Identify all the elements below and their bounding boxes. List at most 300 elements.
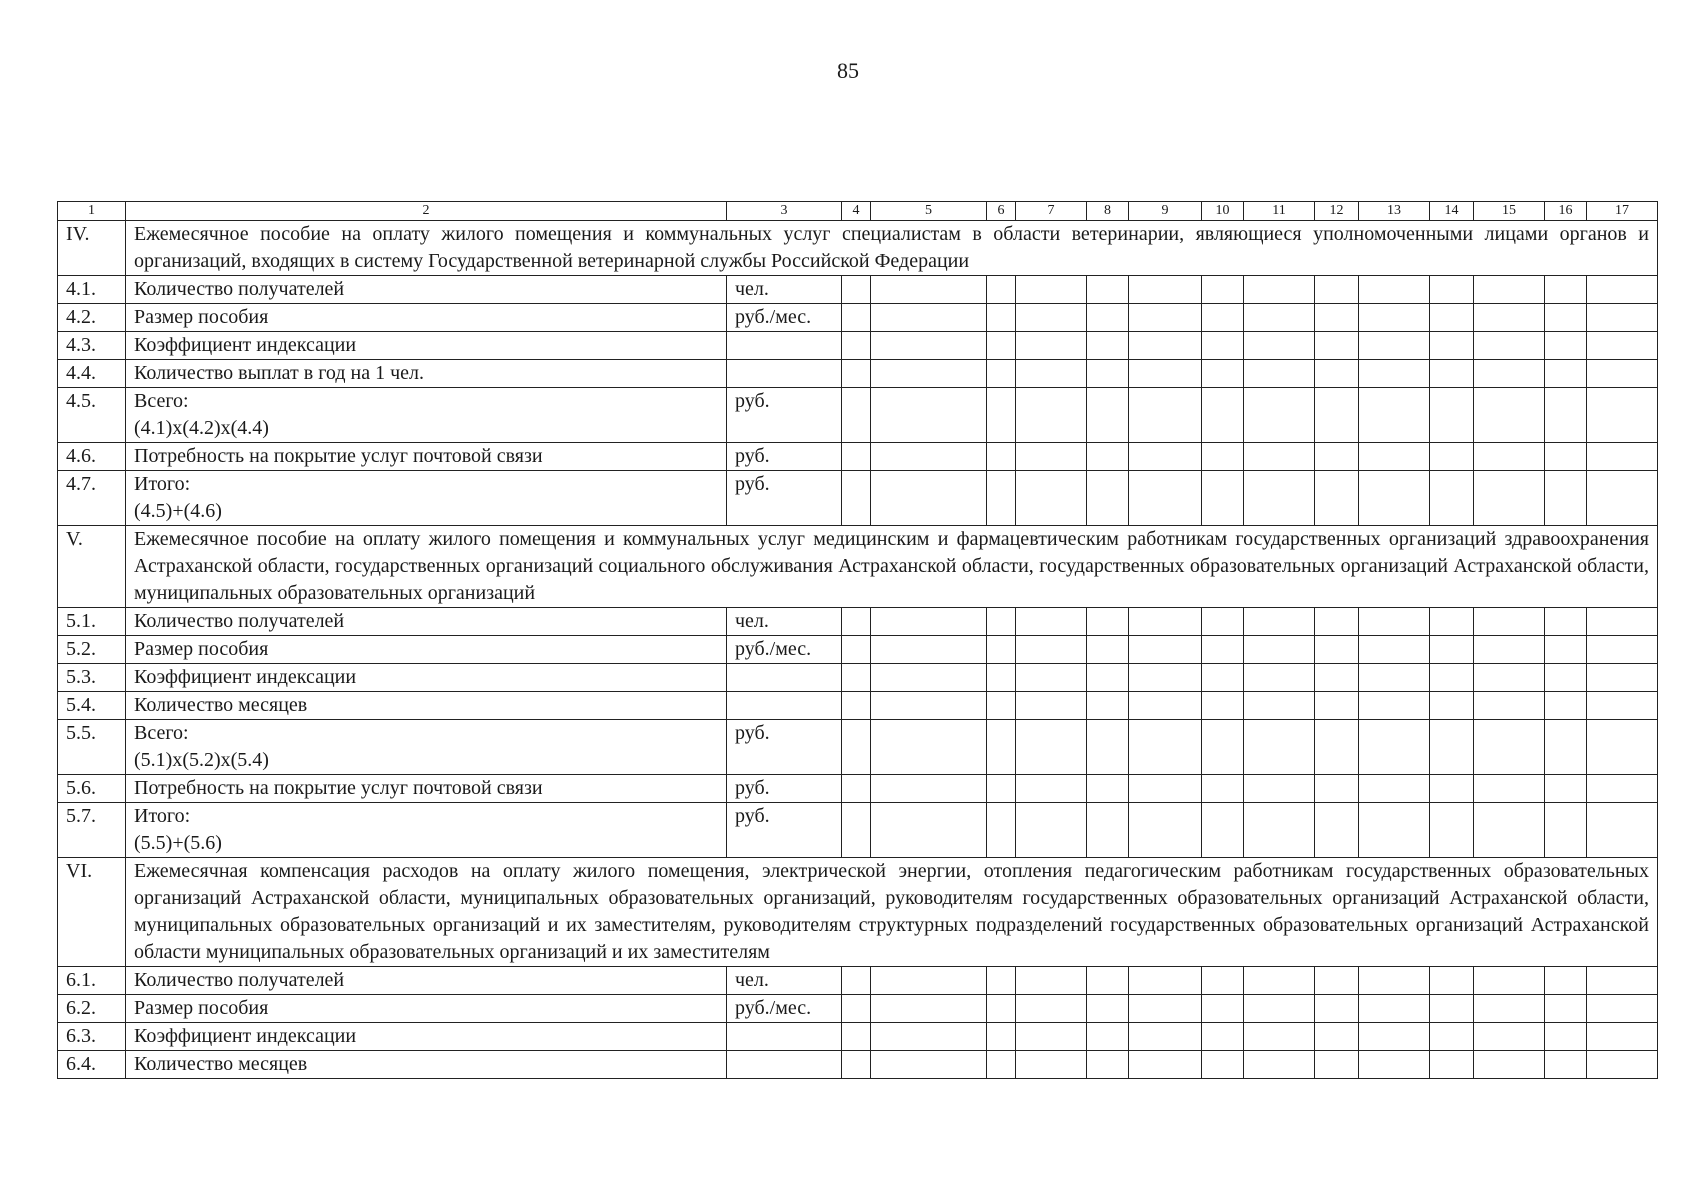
- value-cell: [1474, 360, 1545, 388]
- value-cell: [1359, 1051, 1430, 1079]
- value-cell: [842, 304, 871, 332]
- table-row: [58, 360, 1658, 388]
- table-row: [58, 636, 1658, 664]
- row-formula: (5.5)+(5.6): [134, 832, 222, 854]
- row-name-text: Количество месяцев: [134, 1053, 308, 1075]
- value-cell: [871, 967, 987, 995]
- value-cell: [1359, 360, 1430, 388]
- value-cell: [1545, 995, 1587, 1023]
- row-name-text: Количество получателей: [134, 969, 345, 991]
- value-cell: [1430, 664, 1474, 692]
- row-name-text: Количество получателей: [134, 278, 345, 300]
- value-cell: [1087, 360, 1129, 388]
- value-cell: [987, 471, 1016, 526]
- value-cell: [1244, 803, 1315, 858]
- value-cell: [1129, 720, 1202, 775]
- value-cell: [1129, 276, 1202, 304]
- section-title: Ежемесячное пособие на оплату жилого помещения и коммунальных услуг специалистам в области ветеринарии, являющиеся уполномоченными лицами органов и организаций, входящих в систему Государственной ветеринарной службы Российской Федерации: [126, 221, 1658, 276]
- value-cell: [1129, 304, 1202, 332]
- value-cell: [1587, 276, 1658, 304]
- row-number: 4.6.: [58, 443, 126, 471]
- value-cell: [1087, 995, 1129, 1023]
- value-cell: [987, 775, 1016, 803]
- value-cell: [1244, 471, 1315, 526]
- value-cell: [1016, 608, 1087, 636]
- value-cell: [987, 803, 1016, 858]
- section-number: V.: [58, 526, 126, 608]
- value-cell: [1202, 664, 1244, 692]
- row-name-text: Итого:: [134, 473, 191, 495]
- row-name-text: Размер пособия: [134, 306, 269, 328]
- value-cell: [1202, 1023, 1244, 1051]
- row-name-text: Количество выплат в год на 1 чел.: [134, 362, 425, 384]
- value-cell: [871, 636, 987, 664]
- value-cell: [1474, 304, 1545, 332]
- value-cell: [1016, 360, 1087, 388]
- row-name: [126, 332, 727, 360]
- row-unit: [727, 664, 842, 692]
- row-number: 6.3.: [58, 1023, 126, 1051]
- row-name: [126, 608, 727, 636]
- value-cell: [1545, 471, 1587, 526]
- value-cell: [1202, 332, 1244, 360]
- value-cell: [1315, 332, 1359, 360]
- value-cell: [1359, 803, 1430, 858]
- row-unit: чел.: [727, 276, 842, 304]
- value-cell: [1202, 608, 1244, 636]
- section-number: VI.: [58, 858, 126, 967]
- row-name-text: Всего:: [134, 722, 189, 744]
- value-cell: [1474, 636, 1545, 664]
- value-cell: [1315, 360, 1359, 388]
- column-number: 7: [1016, 202, 1087, 221]
- row-formula: (4.5)+(4.6): [134, 500, 222, 522]
- row-name: [126, 388, 727, 443]
- value-cell: [1129, 664, 1202, 692]
- column-number: 3: [727, 202, 842, 221]
- value-cell: [1430, 967, 1474, 995]
- value-cell: [1474, 995, 1545, 1023]
- value-cell: [1087, 388, 1129, 443]
- value-cell: [1359, 995, 1430, 1023]
- value-cell: [1359, 608, 1430, 636]
- value-cell: [1202, 775, 1244, 803]
- value-cell: [1202, 443, 1244, 471]
- column-number: 11: [1244, 202, 1315, 221]
- value-cell: [1129, 332, 1202, 360]
- row-name-text: Итого:: [134, 805, 191, 827]
- value-cell: [1430, 388, 1474, 443]
- value-cell: [1129, 388, 1202, 443]
- row-name: [126, 775, 727, 803]
- value-cell: [871, 692, 987, 720]
- table-row: [58, 720, 1658, 775]
- value-cell: [1129, 967, 1202, 995]
- value-cell: [987, 720, 1016, 775]
- value-cell: [1587, 1051, 1658, 1079]
- value-cell: [1315, 608, 1359, 636]
- value-cell: [1202, 803, 1244, 858]
- value-cell: [1315, 775, 1359, 803]
- table-row: [58, 608, 1658, 636]
- value-cell: [1087, 803, 1129, 858]
- value-cell: [987, 304, 1016, 332]
- row-name-text: Количество месяцев: [134, 694, 308, 716]
- value-cell: [1430, 332, 1474, 360]
- value-cell: [1545, 388, 1587, 443]
- value-cell: [1087, 1023, 1129, 1051]
- value-cell: [987, 636, 1016, 664]
- value-cell: [1129, 608, 1202, 636]
- value-cell: [842, 388, 871, 443]
- table-row: [58, 304, 1658, 332]
- table-row: [58, 967, 1658, 995]
- value-cell: [1087, 608, 1129, 636]
- value-cell: [842, 1051, 871, 1079]
- value-cell: [1315, 388, 1359, 443]
- table-row: [58, 692, 1658, 720]
- value-cell: [1244, 304, 1315, 332]
- row-number: 4.3.: [58, 332, 126, 360]
- value-cell: [1545, 608, 1587, 636]
- value-cell: [1315, 276, 1359, 304]
- row-unit: [727, 1051, 842, 1079]
- value-cell: [1087, 443, 1129, 471]
- value-cell: [1202, 1051, 1244, 1079]
- row-unit: чел.: [727, 967, 842, 995]
- column-number: 4: [842, 202, 871, 221]
- value-cell: [1587, 1023, 1658, 1051]
- value-cell: [1129, 692, 1202, 720]
- value-cell: [1016, 332, 1087, 360]
- table-row: [58, 1023, 1658, 1051]
- value-cell: [871, 276, 987, 304]
- value-cell: [1016, 443, 1087, 471]
- value-cell: [1087, 304, 1129, 332]
- value-cell: [1244, 276, 1315, 304]
- row-name-text: Коэффициент индексации: [134, 1025, 357, 1047]
- value-cell: [1587, 471, 1658, 526]
- value-cell: [842, 636, 871, 664]
- value-cell: [1244, 1051, 1315, 1079]
- value-cell: [1129, 360, 1202, 388]
- row-unit: руб./мес.: [727, 995, 842, 1023]
- row-number: 5.5.: [58, 720, 126, 775]
- value-cell: [1244, 1023, 1315, 1051]
- row-name: [126, 443, 727, 471]
- value-cell: [1474, 775, 1545, 803]
- row-name: [126, 664, 727, 692]
- value-cell: [1315, 304, 1359, 332]
- value-cell: [1430, 636, 1474, 664]
- value-cell: [1087, 332, 1129, 360]
- value-cell: [1545, 803, 1587, 858]
- value-cell: [871, 775, 987, 803]
- table-row: [58, 388, 1658, 443]
- row-number: 5.1.: [58, 608, 126, 636]
- value-cell: [842, 360, 871, 388]
- value-cell: [987, 443, 1016, 471]
- value-cell: [1244, 636, 1315, 664]
- value-cell: [1430, 995, 1474, 1023]
- value-cell: [1545, 304, 1587, 332]
- value-cell: [1359, 443, 1430, 471]
- value-cell: [1587, 995, 1658, 1023]
- value-cell: [987, 995, 1016, 1023]
- row-unit: руб.: [727, 720, 842, 775]
- row-unit: [727, 692, 842, 720]
- value-cell: [1244, 388, 1315, 443]
- row-number: 5.2.: [58, 636, 126, 664]
- value-cell: [1474, 608, 1545, 636]
- value-cell: [1129, 1051, 1202, 1079]
- column-number: 9: [1129, 202, 1202, 221]
- row-name-text: Размер пособия: [134, 997, 269, 1019]
- value-cell: [1129, 636, 1202, 664]
- value-cell: [871, 664, 987, 692]
- row-formula: (4.1)x(4.2)x(4.4): [134, 417, 269, 439]
- row-unit: [727, 360, 842, 388]
- value-cell: [1129, 471, 1202, 526]
- value-cell: [1202, 967, 1244, 995]
- value-cell: [1016, 803, 1087, 858]
- value-cell: [842, 692, 871, 720]
- row-number: 5.3.: [58, 664, 126, 692]
- value-cell: [1474, 332, 1545, 360]
- row-unit: руб.: [727, 775, 842, 803]
- value-cell: [1087, 967, 1129, 995]
- row-name-text: Коэффициент индексации: [134, 666, 357, 688]
- section-title: Ежемесячное пособие на оплату жилого помещения и коммунальных услуг медицинским и фармацевтическим работникам государственных организаций здравоохранения Астраханской области, государственных организаций социального обслуживания Астраханской области, государственных образовательных организаций Астраханской области, муниципальных образовательных организаций: [126, 526, 1658, 608]
- value-cell: [1474, 720, 1545, 775]
- value-cell: [1545, 332, 1587, 360]
- value-cell: [1202, 388, 1244, 443]
- value-cell: [1016, 636, 1087, 664]
- value-cell: [842, 276, 871, 304]
- value-cell: [1587, 332, 1658, 360]
- value-cell: [842, 995, 871, 1023]
- value-cell: [1430, 1023, 1474, 1051]
- value-cell: [1087, 636, 1129, 664]
- value-cell: [987, 276, 1016, 304]
- column-number: 5: [871, 202, 987, 221]
- column-number: 8: [1087, 202, 1129, 221]
- table-row: [58, 332, 1658, 360]
- value-cell: [871, 471, 987, 526]
- value-cell: [1016, 471, 1087, 526]
- value-cell: [871, 443, 987, 471]
- value-cell: [871, 720, 987, 775]
- value-cell: [871, 995, 987, 1023]
- row-number: 4.2.: [58, 304, 126, 332]
- row-name: [126, 471, 727, 526]
- value-cell: [1315, 995, 1359, 1023]
- row-number: 6.4.: [58, 1051, 126, 1079]
- value-cell: [1430, 471, 1474, 526]
- row-number: 4.5.: [58, 388, 126, 443]
- value-cell: [1315, 1051, 1359, 1079]
- value-cell: [1545, 967, 1587, 995]
- value-cell: [1315, 636, 1359, 664]
- value-cell: [1202, 471, 1244, 526]
- value-cell: [1315, 803, 1359, 858]
- value-cell: [1587, 803, 1658, 858]
- value-cell: [1430, 304, 1474, 332]
- column-number: 2: [126, 202, 727, 221]
- value-cell: [987, 967, 1016, 995]
- row-number: 6.1.: [58, 967, 126, 995]
- value-cell: [1016, 720, 1087, 775]
- value-cell: [1430, 276, 1474, 304]
- value-cell: [1359, 471, 1430, 526]
- row-number: 4.7.: [58, 471, 126, 526]
- value-cell: [842, 471, 871, 526]
- table-row: [58, 664, 1658, 692]
- row-unit: руб.: [727, 388, 842, 443]
- value-cell: [871, 608, 987, 636]
- row-name: [126, 276, 727, 304]
- value-cell: [1587, 775, 1658, 803]
- column-number: 16: [1545, 202, 1587, 221]
- value-cell: [1087, 692, 1129, 720]
- value-cell: [871, 304, 987, 332]
- value-cell: [1087, 720, 1129, 775]
- value-cell: [1244, 775, 1315, 803]
- table-row: [58, 471, 1658, 526]
- value-cell: [1430, 360, 1474, 388]
- value-cell: [1016, 967, 1087, 995]
- row-unit: [727, 332, 842, 360]
- value-cell: [987, 692, 1016, 720]
- value-cell: [1474, 443, 1545, 471]
- value-cell: [871, 388, 987, 443]
- value-cell: [1587, 664, 1658, 692]
- value-cell: [1545, 692, 1587, 720]
- value-cell: [1016, 304, 1087, 332]
- row-name: [126, 995, 727, 1023]
- section-title: Ежемесячная компенсация расходов на оплату жилого помещения, электрической энергии, отопления педагогическим работникам государственных образовательных организаций Астраханской области, муниципальных образовательных организаций, руководителям государственных образовательных организаций Астраханской области, муниципальных образовательных организаций и их заместителям, руководителям структурных подразделений государственных образовательных организаций Астраханской области муниципальных образовательных организаций и их заместителям: [126, 858, 1658, 967]
- row-number: 6.2.: [58, 995, 126, 1023]
- value-cell: [1474, 276, 1545, 304]
- value-cell: [1430, 1051, 1474, 1079]
- value-cell: [1129, 775, 1202, 803]
- value-cell: [1244, 995, 1315, 1023]
- value-cell: [842, 332, 871, 360]
- value-cell: [1359, 388, 1430, 443]
- value-cell: [1315, 471, 1359, 526]
- value-cell: [1430, 692, 1474, 720]
- row-name-text: Всего:: [134, 390, 189, 412]
- column-number: 13: [1359, 202, 1430, 221]
- value-cell: [987, 1023, 1016, 1051]
- value-cell: [1545, 775, 1587, 803]
- value-cell: [1129, 443, 1202, 471]
- value-cell: [842, 1023, 871, 1051]
- value-cell: [1315, 443, 1359, 471]
- value-cell: [1545, 720, 1587, 775]
- table-row: [58, 1051, 1658, 1079]
- value-cell: [1587, 388, 1658, 443]
- value-cell: [1545, 1051, 1587, 1079]
- column-number: 12: [1315, 202, 1359, 221]
- row-name: [126, 720, 727, 775]
- value-cell: [1016, 388, 1087, 443]
- section-heading-row: [58, 526, 1658, 608]
- value-cell: [987, 664, 1016, 692]
- value-cell: [1430, 775, 1474, 803]
- value-cell: [1359, 664, 1430, 692]
- value-cell: [871, 360, 987, 388]
- value-cell: [1244, 664, 1315, 692]
- value-cell: [1545, 636, 1587, 664]
- value-cell: [1244, 720, 1315, 775]
- value-cell: [871, 1023, 987, 1051]
- row-name: [126, 692, 727, 720]
- value-cell: [1315, 692, 1359, 720]
- value-cell: [842, 608, 871, 636]
- value-cell: [1016, 995, 1087, 1023]
- value-cell: [1587, 636, 1658, 664]
- value-cell: [1202, 304, 1244, 332]
- row-unit: чел.: [727, 608, 842, 636]
- value-cell: [1474, 388, 1545, 443]
- value-cell: [1359, 276, 1430, 304]
- value-cell: [1474, 692, 1545, 720]
- row-number: 4.1.: [58, 276, 126, 304]
- section-heading-row: [58, 858, 1658, 967]
- value-cell: [987, 1051, 1016, 1079]
- value-cell: [1359, 636, 1430, 664]
- value-cell: [1359, 332, 1430, 360]
- value-cell: [1315, 1023, 1359, 1051]
- table-row: [58, 443, 1658, 471]
- value-cell: [1016, 692, 1087, 720]
- value-cell: [987, 360, 1016, 388]
- value-cell: [1315, 967, 1359, 995]
- row-name: [126, 1051, 727, 1079]
- value-cell: [1016, 276, 1087, 304]
- value-cell: [1087, 276, 1129, 304]
- column-number-row: [58, 202, 1658, 221]
- value-cell: [1359, 304, 1430, 332]
- row-name: [126, 967, 727, 995]
- column-number: 17: [1587, 202, 1658, 221]
- row-number: 5.6.: [58, 775, 126, 803]
- row-name-text: Потребность на покрытие услуг почтовой связи: [134, 777, 543, 799]
- value-cell: [1359, 720, 1430, 775]
- value-cell: [1202, 995, 1244, 1023]
- value-cell: [1545, 664, 1587, 692]
- budget-calculation-table: [57, 201, 1658, 1079]
- value-cell: [1016, 664, 1087, 692]
- value-cell: [1587, 692, 1658, 720]
- value-cell: [1545, 276, 1587, 304]
- value-cell: [1545, 1023, 1587, 1051]
- value-cell: [1587, 360, 1658, 388]
- value-cell: [1244, 692, 1315, 720]
- row-number: 5.4.: [58, 692, 126, 720]
- row-unit: руб.: [727, 803, 842, 858]
- value-cell: [1474, 967, 1545, 995]
- value-cell: [1587, 443, 1658, 471]
- column-number: 10: [1202, 202, 1244, 221]
- value-cell: [1474, 1023, 1545, 1051]
- value-cell: [1430, 608, 1474, 636]
- value-cell: [1359, 967, 1430, 995]
- value-cell: [842, 720, 871, 775]
- value-cell: [987, 388, 1016, 443]
- value-cell: [1244, 443, 1315, 471]
